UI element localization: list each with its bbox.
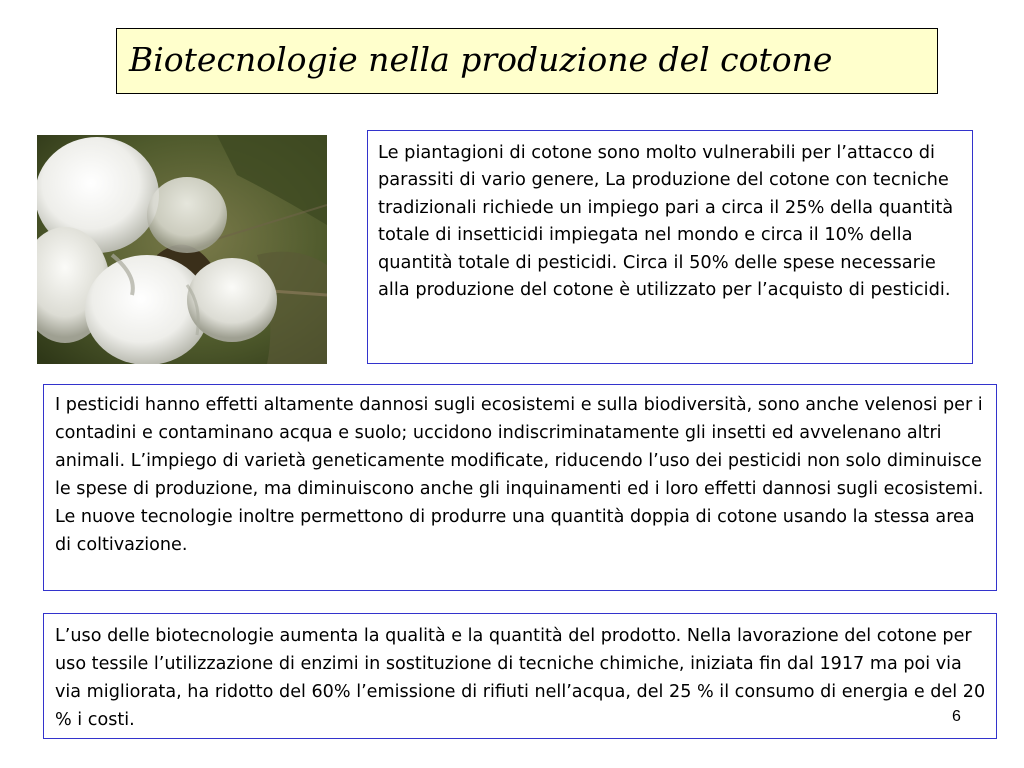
- text-box-vulnerability: [367, 130, 973, 364]
- text-box-biotechnology: [43, 613, 997, 739]
- page-number: 6: [952, 708, 961, 725]
- paragraph-vulnerability: Le piantagioni di cotone sono molto vulnerabili per l’attacco di parassiti di vario genere, La produzione del cotone con tecniche tradizionali richiede un impiego pari a circa il 25% della quantità totale di insetticidi impiegata nel mondo e circa il 10% della quantità totale di pesticidi. Circa il 50% delle spese necessarie alla produzione del cotone è utilizzato per l’acquisto di pesticidi.: [378, 142, 954, 301]
- paragraph-pesticides: I pesticidi hanno effetti altamente dannosi sugli ecosistemi e sulla biodiversità, sono anche velenosi per i contadini e contaminano acqua e suolo; uccidono indiscriminatamente gli insetti ed avvelenano altri animali. L’impiego di varietà geneticamente modificate, riducendo l’uso dei pesticidi non solo diminuisce le spese di produzione, ma diminuiscono anche gli inquinamenti ed i loro effetti dannosi sugli ecosistemi. Le nuove tecnologie inoltre permettono di produrre una quantità doppia di cotone usando la stessa area di coltivazione.: [55, 395, 984, 555]
- cotton-boll-photo: [37, 135, 327, 364]
- text-box-pesticides: [43, 384, 997, 591]
- title-box: [116, 28, 938, 94]
- paragraph-biotechnology: L’uso delle biotecnologie aumenta la qualità e la quantità del prodotto. Nella lavorazione del cotone per uso tessile l’utilizzazione di enzimi in sostituzione di tecniche chimiche, iniziata fin dal 1917 ma poi via via migliorata, ha ridotto del 60% l’emissione di rifiuti nell’acqua, del 25 % il consumo di energia e del 20 % i costi.: [55, 626, 986, 730]
- slide-title: Biotecnologie nella produzione del cotone: [129, 40, 833, 79]
